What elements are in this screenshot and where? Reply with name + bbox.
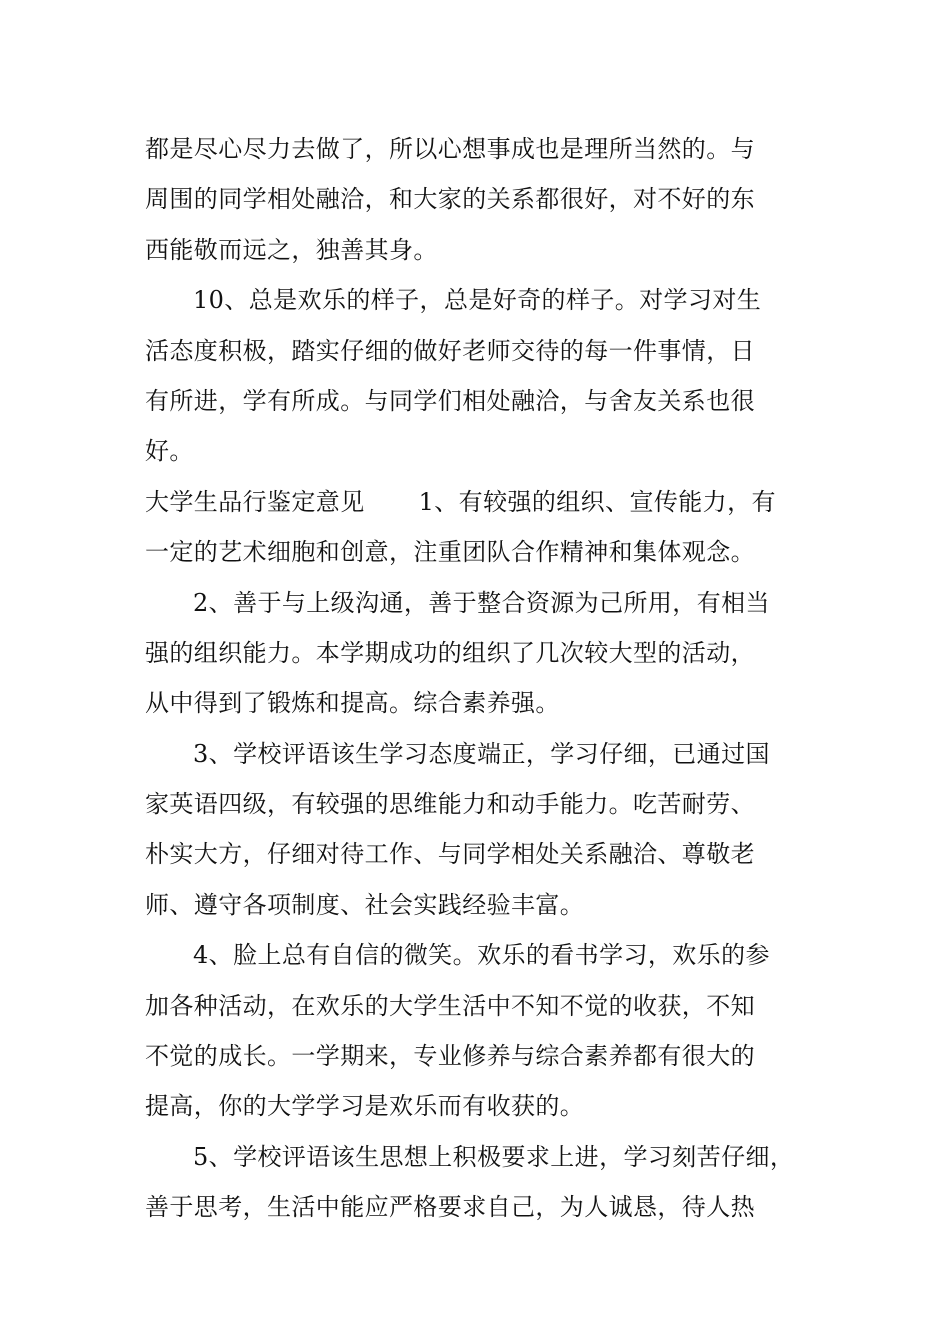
text-line: 3、学校评语该生学习态度端正，学习仔细，已通过国 [193, 739, 770, 768]
text-line: 周围的同学相处融洽，和大家的关系都很好，对不好的东 [145, 185, 755, 214]
text-line: 1、有较强的组织、宣传能力，有 [418, 487, 776, 516]
text-line: 有所进，学有所成。与同学们相处融洽，与舍友关系也很 [145, 386, 755, 415]
text-line: 10、总是欢乐的样子，总是好奇的样子。对学习对生 [193, 286, 762, 315]
text-line: 善于思考，生活中能应严格要求自己，为人诚恳，待人热 [145, 1193, 755, 1222]
document-body [145, 124, 815, 1233]
text-line: 好。 [145, 437, 194, 466]
text-line: 西能敬而远之，独善其身。 [145, 235, 438, 264]
text-line: 师、遵守各项制度、社会实践经验丰富。 [145, 890, 585, 919]
section-heading-line [145, 477, 815, 527]
text-line: 活态度积极，踏实仔细的做好老师交待的每一件事情，日 [145, 336, 755, 365]
text-line: 4、脸上总有自信的微笑。欢乐的看书学习，欢乐的参 [193, 941, 770, 970]
text-line: 都是尽心尽力去做了，所以心想事成也是理所当然的。与 [145, 135, 755, 163]
text-line: 提高，你的大学学习是欢乐而有收获的。 [145, 1092, 585, 1121]
text-line: 一定的艺术细胞和创意，注重团队合作精神和集体观念。 [145, 538, 755, 567]
text-line: 强的组织能力。本学期成功的组织了几次较大型的活动， [145, 638, 755, 667]
text-line: 2、善于与上级沟通，善于整合资源为己所用，有相当 [193, 588, 770, 617]
section-heading: 大学生品行鉴定意见 [145, 487, 365, 516]
text-line: 5、学校评语该生思想上积极要求上进，学习刻苦仔细， [193, 1142, 795, 1171]
text-line: 朴实大方，仔细对待工作、与同学相处关系融洽、尊敬老 [145, 840, 755, 869]
text-line: 从中得到了锻炼和提高。综合素养强。 [145, 689, 560, 718]
text-line: 家英语四级，有较强的思维能力和动手能力。吃苦耐劳、 [145, 790, 755, 819]
text-line: 加各种活动，在欢乐的大学生活中不知不觉的收获，不知 [145, 991, 755, 1020]
text-line: 不觉的成长。一学期来，专业修养与综合素养都有很大的 [145, 1042, 755, 1071]
